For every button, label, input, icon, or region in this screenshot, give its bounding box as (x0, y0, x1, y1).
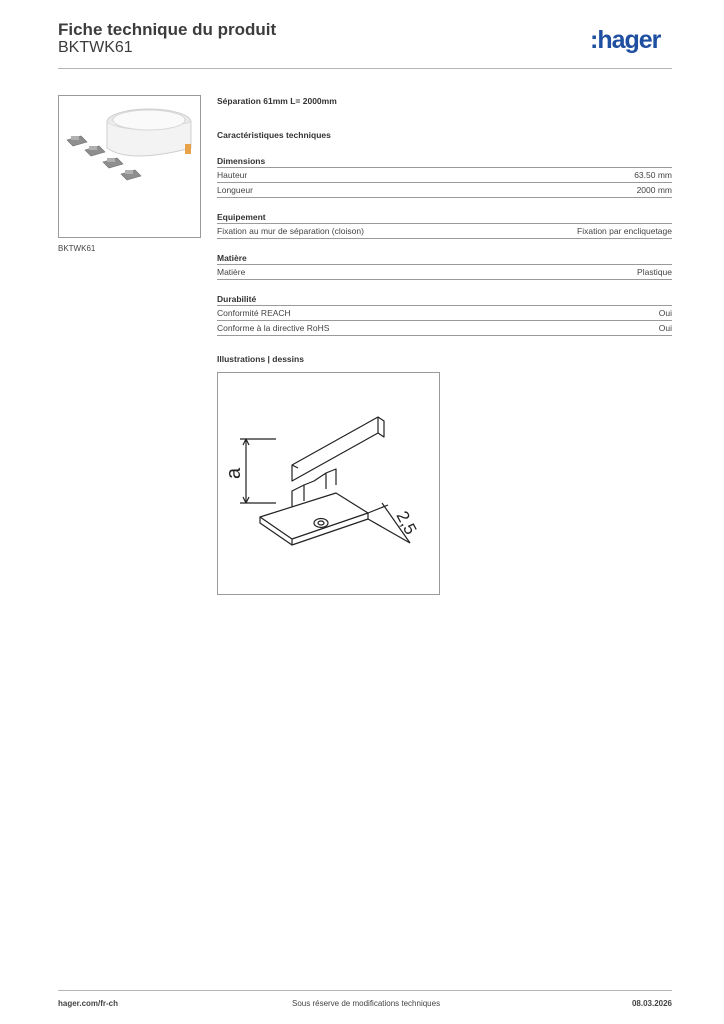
spec-table (217, 305, 672, 336)
footer-website-link[interactable]: hager.com/fr-ch (58, 999, 119, 1008)
product-image-drawing (59, 96, 202, 239)
spec-group-title: Equipement (217, 212, 266, 222)
footer-notice: Sous réserve de modifications techniques (292, 999, 441, 1008)
spec-value: Oui (658, 308, 672, 318)
spec-row (217, 305, 672, 320)
dimension-label-a: a (223, 467, 245, 479)
spec-value: 63.50 mm (634, 170, 672, 180)
spec-table (217, 167, 672, 198)
product-image (58, 95, 201, 238)
header-divider (58, 68, 672, 69)
spec-row (217, 320, 672, 336)
spec-label: Conformité REACH (217, 308, 291, 318)
spec-row (217, 223, 672, 239)
spec-value: Oui (658, 323, 672, 333)
spec-group-dimensions (217, 156, 672, 198)
spec-label: Conforme à la directive RoHS (217, 323, 330, 333)
spec-value: Plastique (637, 267, 672, 277)
specs-section-title: Caractéristiques techniques (217, 130, 331, 140)
product-name: Séparation 61mm L= 2000mm (217, 96, 337, 106)
spec-label: Longueur (217, 185, 253, 195)
spec-label: Fixation au mur de séparation (cloison) (217, 226, 364, 236)
specifications-panel (217, 96, 672, 366)
footer-date: 08.03.2026 (631, 999, 672, 1008)
spec-label: Matière (217, 267, 246, 277)
page-title: Fiche technique du produit (58, 20, 277, 39)
spec-table (217, 223, 672, 239)
spec-group-matiere (217, 253, 672, 280)
spec-group-title: Dimensions (217, 156, 266, 166)
spec-group-durabilite (217, 294, 672, 336)
product-reference: BKTWK61 (58, 39, 133, 56)
spec-table (217, 264, 672, 280)
product-image-caption: BKTWK61 (58, 244, 96, 253)
hager-logo[interactable] (590, 24, 676, 58)
dimension-drawing (217, 372, 440, 595)
spec-group-title: Matière (217, 253, 247, 263)
spec-row (217, 182, 672, 198)
spec-label: Hauteur (217, 170, 248, 180)
spec-value: 2000 mm (636, 185, 672, 195)
spec-group-title: Durabilité (217, 294, 257, 304)
spec-value: Fixation par encliquetage (577, 226, 672, 236)
footer-divider (58, 990, 672, 991)
spec-group-equipement (217, 212, 672, 239)
illustrations-title: Illustrations | dessins (217, 354, 304, 364)
spec-row (217, 167, 672, 182)
dimension-drawing-svg (218, 373, 441, 596)
dimension-label-thickness: 2,5 (392, 507, 421, 538)
logo-text: :hager (590, 26, 661, 54)
spec-row (217, 264, 672, 280)
